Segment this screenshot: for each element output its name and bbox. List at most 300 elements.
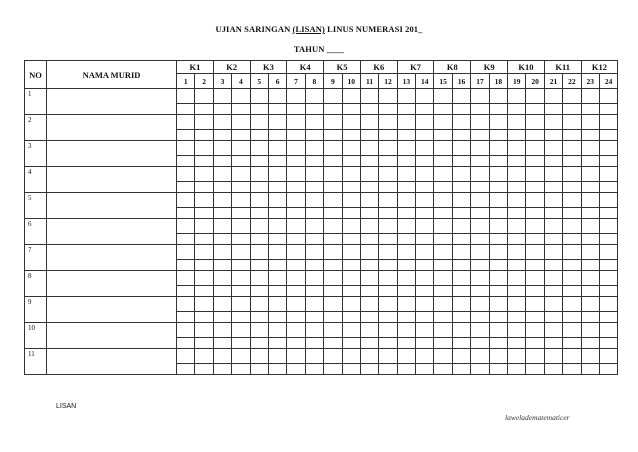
question-number-10: 10 [342, 74, 360, 89]
score-cell [268, 193, 286, 208]
score-subcell [544, 182, 562, 193]
score-cell [416, 115, 434, 130]
score-cell [526, 115, 544, 130]
score-cell [599, 245, 617, 260]
score-subcell [360, 260, 378, 271]
score-subcell [563, 234, 581, 245]
score-cell [324, 167, 342, 182]
page-subtitle: TAHUN ____ [293, 44, 345, 54]
score-subcell [526, 312, 544, 323]
score-subcell [599, 312, 617, 323]
score-cell [581, 115, 599, 130]
score-cell [305, 89, 323, 104]
score-subcell [305, 312, 323, 323]
score-subcell [342, 104, 360, 115]
score-cell [287, 245, 305, 260]
score-subcell [250, 182, 268, 193]
score-subcell [526, 208, 544, 219]
score-subcell [268, 234, 286, 245]
score-subcell [324, 260, 342, 271]
score-subcell [452, 104, 470, 115]
score-cell [342, 193, 360, 208]
score-cell [324, 245, 342, 260]
score-cell [268, 219, 286, 234]
score-subcell [250, 312, 268, 323]
score-cell [177, 219, 195, 234]
group-header-k5: K5 [324, 61, 361, 74]
score-cell [397, 167, 415, 182]
score-subcell [177, 338, 195, 349]
score-subcell [287, 312, 305, 323]
score-cell [416, 323, 434, 338]
score-subcell [544, 260, 562, 271]
score-cell [452, 167, 470, 182]
score-subcell [471, 312, 489, 323]
score-cell [581, 323, 599, 338]
score-subcell [599, 286, 617, 297]
score-subcell [563, 312, 581, 323]
score-subcell [416, 104, 434, 115]
score-cell [305, 167, 323, 182]
score-cell [434, 167, 452, 182]
score-cell [434, 323, 452, 338]
score-subcell [287, 364, 305, 375]
score-subcell [250, 104, 268, 115]
score-cell [232, 245, 250, 260]
score-subcell [544, 208, 562, 219]
score-cell [526, 245, 544, 260]
score-subcell [379, 156, 397, 167]
score-subcell [268, 286, 286, 297]
score-subcell [489, 364, 507, 375]
score-subcell [232, 338, 250, 349]
score-cell [544, 297, 562, 312]
score-cell [544, 219, 562, 234]
score-subcell [599, 182, 617, 193]
score-subcell [213, 260, 231, 271]
score-cell [397, 193, 415, 208]
score-subcell [195, 182, 213, 193]
score-cell [489, 115, 507, 130]
score-subcell [177, 130, 195, 141]
score-cell [195, 219, 213, 234]
score-subcell [195, 364, 213, 375]
score-subcell [526, 182, 544, 193]
score-subcell [581, 182, 599, 193]
score-cell [195, 323, 213, 338]
score-cell [213, 219, 231, 234]
score-subcell [360, 286, 378, 297]
score-cell [360, 349, 378, 364]
score-subcell [471, 182, 489, 193]
score-cell [416, 141, 434, 156]
score-cell [268, 245, 286, 260]
score-subcell [471, 104, 489, 115]
score-subcell [232, 260, 250, 271]
score-subcell [195, 156, 213, 167]
score-subcell [544, 286, 562, 297]
score-cell [416, 219, 434, 234]
title-underlined: (LISAN) [292, 24, 325, 34]
score-subcell [452, 182, 470, 193]
score-subcell [526, 286, 544, 297]
score-subcell [452, 156, 470, 167]
score-cell [471, 297, 489, 312]
score-cell [526, 349, 544, 364]
score-cell [287, 323, 305, 338]
score-subcell [379, 286, 397, 297]
score-subcell [250, 156, 268, 167]
score-subcell [489, 260, 507, 271]
score-cell [342, 245, 360, 260]
footer-left: LISAN [56, 403, 77, 410]
score-subcell [177, 208, 195, 219]
score-subcell [471, 260, 489, 271]
score-subcell [581, 260, 599, 271]
score-subcell [526, 104, 544, 115]
score-subcell [287, 234, 305, 245]
score-subcell [342, 156, 360, 167]
score-subcell [177, 286, 195, 297]
score-subcell [581, 208, 599, 219]
score-subcell [177, 156, 195, 167]
row-number: 9 [25, 297, 47, 323]
score-subcell [324, 104, 342, 115]
score-cell [250, 323, 268, 338]
score-cell [581, 271, 599, 286]
score-subcell [195, 234, 213, 245]
score-cell [177, 89, 195, 104]
score-cell [305, 219, 323, 234]
score-subcell [397, 182, 415, 193]
score-cell [452, 89, 470, 104]
score-cell [563, 349, 581, 364]
score-subcell [434, 104, 452, 115]
score-cell [177, 349, 195, 364]
score-subcell [599, 104, 617, 115]
score-cell [397, 349, 415, 364]
score-cell [508, 245, 526, 260]
score-subcell [471, 208, 489, 219]
score-subcell [305, 156, 323, 167]
score-cell [250, 219, 268, 234]
score-subcell [434, 208, 452, 219]
score-subcell [268, 338, 286, 349]
score-subcell [452, 208, 470, 219]
score-subcell [397, 312, 415, 323]
score-cell [195, 89, 213, 104]
score-cell [213, 193, 231, 208]
score-subcell [195, 312, 213, 323]
title-prefix: UJIAN SARINGAN [215, 24, 293, 34]
score-subcell [232, 234, 250, 245]
score-subcell [324, 208, 342, 219]
score-subcell [360, 208, 378, 219]
score-cell [452, 297, 470, 312]
student-row [25, 219, 618, 234]
question-number-22: 22 [563, 74, 581, 89]
score-subcell [324, 130, 342, 141]
score-cell [471, 349, 489, 364]
question-number-2: 2 [195, 74, 213, 89]
score-cell [195, 349, 213, 364]
score-cell [379, 349, 397, 364]
score-cell [213, 297, 231, 312]
score-subcell [213, 208, 231, 219]
score-cell [195, 193, 213, 208]
score-subcell [599, 156, 617, 167]
score-subcell [508, 156, 526, 167]
question-number-23: 23 [581, 74, 599, 89]
score-subcell [360, 156, 378, 167]
score-cell [342, 167, 360, 182]
score-subcell [287, 208, 305, 219]
score-cell [563, 89, 581, 104]
score-subcell [434, 130, 452, 141]
score-cell [360, 115, 378, 130]
score-cell [489, 245, 507, 260]
score-subcell [397, 234, 415, 245]
score-subcell [434, 260, 452, 271]
score-subcell [397, 260, 415, 271]
score-cell [360, 193, 378, 208]
score-cell [379, 245, 397, 260]
score-cell [434, 297, 452, 312]
score-subcell [452, 286, 470, 297]
score-subcell [250, 234, 268, 245]
score-subcell [268, 130, 286, 141]
score-cell [250, 193, 268, 208]
score-cell [471, 115, 489, 130]
score-cell [324, 323, 342, 338]
score-subcell [508, 104, 526, 115]
score-cell [195, 271, 213, 286]
student-row [25, 167, 618, 182]
score-subcell [360, 182, 378, 193]
score-subcell [471, 156, 489, 167]
question-number-7: 7 [287, 74, 305, 89]
score-subcell [305, 104, 323, 115]
score-cell [599, 219, 617, 234]
score-cell [489, 297, 507, 312]
score-subcell [268, 182, 286, 193]
score-cell [452, 193, 470, 208]
score-cell [416, 297, 434, 312]
score-cell [452, 245, 470, 260]
score-subcell [342, 182, 360, 193]
score-cell [526, 271, 544, 286]
score-subcell [213, 338, 231, 349]
score-cell [305, 271, 323, 286]
score-subcell [232, 182, 250, 193]
score-cell [250, 89, 268, 104]
score-subcell [195, 130, 213, 141]
score-subcell [232, 104, 250, 115]
score-cell [581, 167, 599, 182]
score-subcell [452, 260, 470, 271]
score-subcell [416, 182, 434, 193]
student-name-cell [47, 141, 177, 167]
score-cell [305, 245, 323, 260]
score-subcell [489, 182, 507, 193]
score-cell [544, 141, 562, 156]
score-subcell [581, 312, 599, 323]
score-cell [581, 219, 599, 234]
score-cell [268, 271, 286, 286]
score-cell [177, 115, 195, 130]
score-cell [508, 349, 526, 364]
score-cell [452, 115, 470, 130]
score-cell [177, 323, 195, 338]
student-row [25, 89, 618, 104]
score-subcell [342, 338, 360, 349]
question-number-17: 17 [471, 74, 489, 89]
score-cell [452, 271, 470, 286]
score-subcell [489, 234, 507, 245]
score-cell [599, 297, 617, 312]
score-cell [489, 141, 507, 156]
score-cell [581, 89, 599, 104]
score-cell [563, 219, 581, 234]
score-subcell [324, 156, 342, 167]
row-number: 5 [25, 193, 47, 219]
score-subcell [305, 234, 323, 245]
score-cell [397, 115, 415, 130]
question-number-16: 16 [452, 74, 470, 89]
score-subcell [250, 286, 268, 297]
score-cell [397, 141, 415, 156]
score-subcell [360, 312, 378, 323]
score-subcell [213, 130, 231, 141]
student-name-cell [47, 271, 177, 297]
score-subcell [508, 208, 526, 219]
score-subcell [508, 286, 526, 297]
score-cell [471, 193, 489, 208]
score-cell [471, 323, 489, 338]
score-cell [508, 167, 526, 182]
score-cell [342, 89, 360, 104]
score-cell [250, 141, 268, 156]
score-subcell [232, 364, 250, 375]
score-cell [232, 297, 250, 312]
score-subcell [452, 130, 470, 141]
score-subcell [195, 286, 213, 297]
score-cell [599, 89, 617, 104]
score-cell [599, 193, 617, 208]
score-cell [599, 167, 617, 182]
score-cell [563, 141, 581, 156]
group-header-k2: K2 [213, 61, 250, 74]
score-cell [250, 245, 268, 260]
score-cell [397, 323, 415, 338]
student-name-cell [47, 323, 177, 349]
score-cell [360, 271, 378, 286]
score-subcell [563, 286, 581, 297]
score-cell [581, 349, 599, 364]
score-cell [287, 167, 305, 182]
score-cell [489, 271, 507, 286]
score-cell [360, 323, 378, 338]
score-cell [250, 271, 268, 286]
score-subcell [434, 312, 452, 323]
question-number-12: 12 [379, 74, 397, 89]
score-subcell [213, 364, 231, 375]
score-subcell [563, 130, 581, 141]
score-cell [544, 89, 562, 104]
question-number-18: 18 [489, 74, 507, 89]
score-subcell [489, 338, 507, 349]
score-subcell [360, 130, 378, 141]
score-subcell [232, 156, 250, 167]
col-no-header: NO [25, 61, 47, 89]
score-cell [268, 89, 286, 104]
score-cell [379, 141, 397, 156]
question-number-1: 1 [177, 74, 195, 89]
score-cell [342, 323, 360, 338]
score-cell [324, 271, 342, 286]
score-subcell [471, 234, 489, 245]
student-row [25, 271, 618, 286]
score-cell [360, 89, 378, 104]
score-cell [471, 141, 489, 156]
question-number-21: 21 [544, 74, 562, 89]
score-subcell [342, 286, 360, 297]
score-cell [397, 89, 415, 104]
score-cell [287, 349, 305, 364]
row-number: 2 [25, 115, 47, 141]
score-cell [324, 141, 342, 156]
student-name-cell [47, 349, 177, 375]
score-cell [232, 349, 250, 364]
group-header-k4: K4 [287, 61, 324, 74]
score-subcell [305, 338, 323, 349]
score-cell [581, 245, 599, 260]
score-subcell [416, 260, 434, 271]
score-subcell [581, 286, 599, 297]
score-cell [287, 141, 305, 156]
score-cell [581, 141, 599, 156]
student-name-cell [47, 219, 177, 245]
score-cell [213, 349, 231, 364]
score-cell [360, 297, 378, 312]
score-cell [526, 297, 544, 312]
score-cell [287, 219, 305, 234]
score-cell [563, 245, 581, 260]
student-row [25, 349, 618, 364]
question-number-9: 9 [324, 74, 342, 89]
score-subcell [489, 286, 507, 297]
score-subcell [508, 364, 526, 375]
score-subcell [471, 338, 489, 349]
score-cell [563, 323, 581, 338]
score-cell [434, 115, 452, 130]
score-cell [195, 115, 213, 130]
question-number-5: 5 [250, 74, 268, 89]
student-name-cell [47, 193, 177, 219]
score-cell [434, 89, 452, 104]
score-subcell [397, 338, 415, 349]
score-cell [434, 271, 452, 286]
score-subcell [508, 312, 526, 323]
score-subcell [213, 156, 231, 167]
score-cell [452, 219, 470, 234]
score-cell [268, 297, 286, 312]
question-number-11: 11 [360, 74, 378, 89]
group-header-k7: K7 [397, 61, 434, 74]
score-cell [360, 219, 378, 234]
score-cell [177, 245, 195, 260]
row-number: 8 [25, 271, 47, 297]
